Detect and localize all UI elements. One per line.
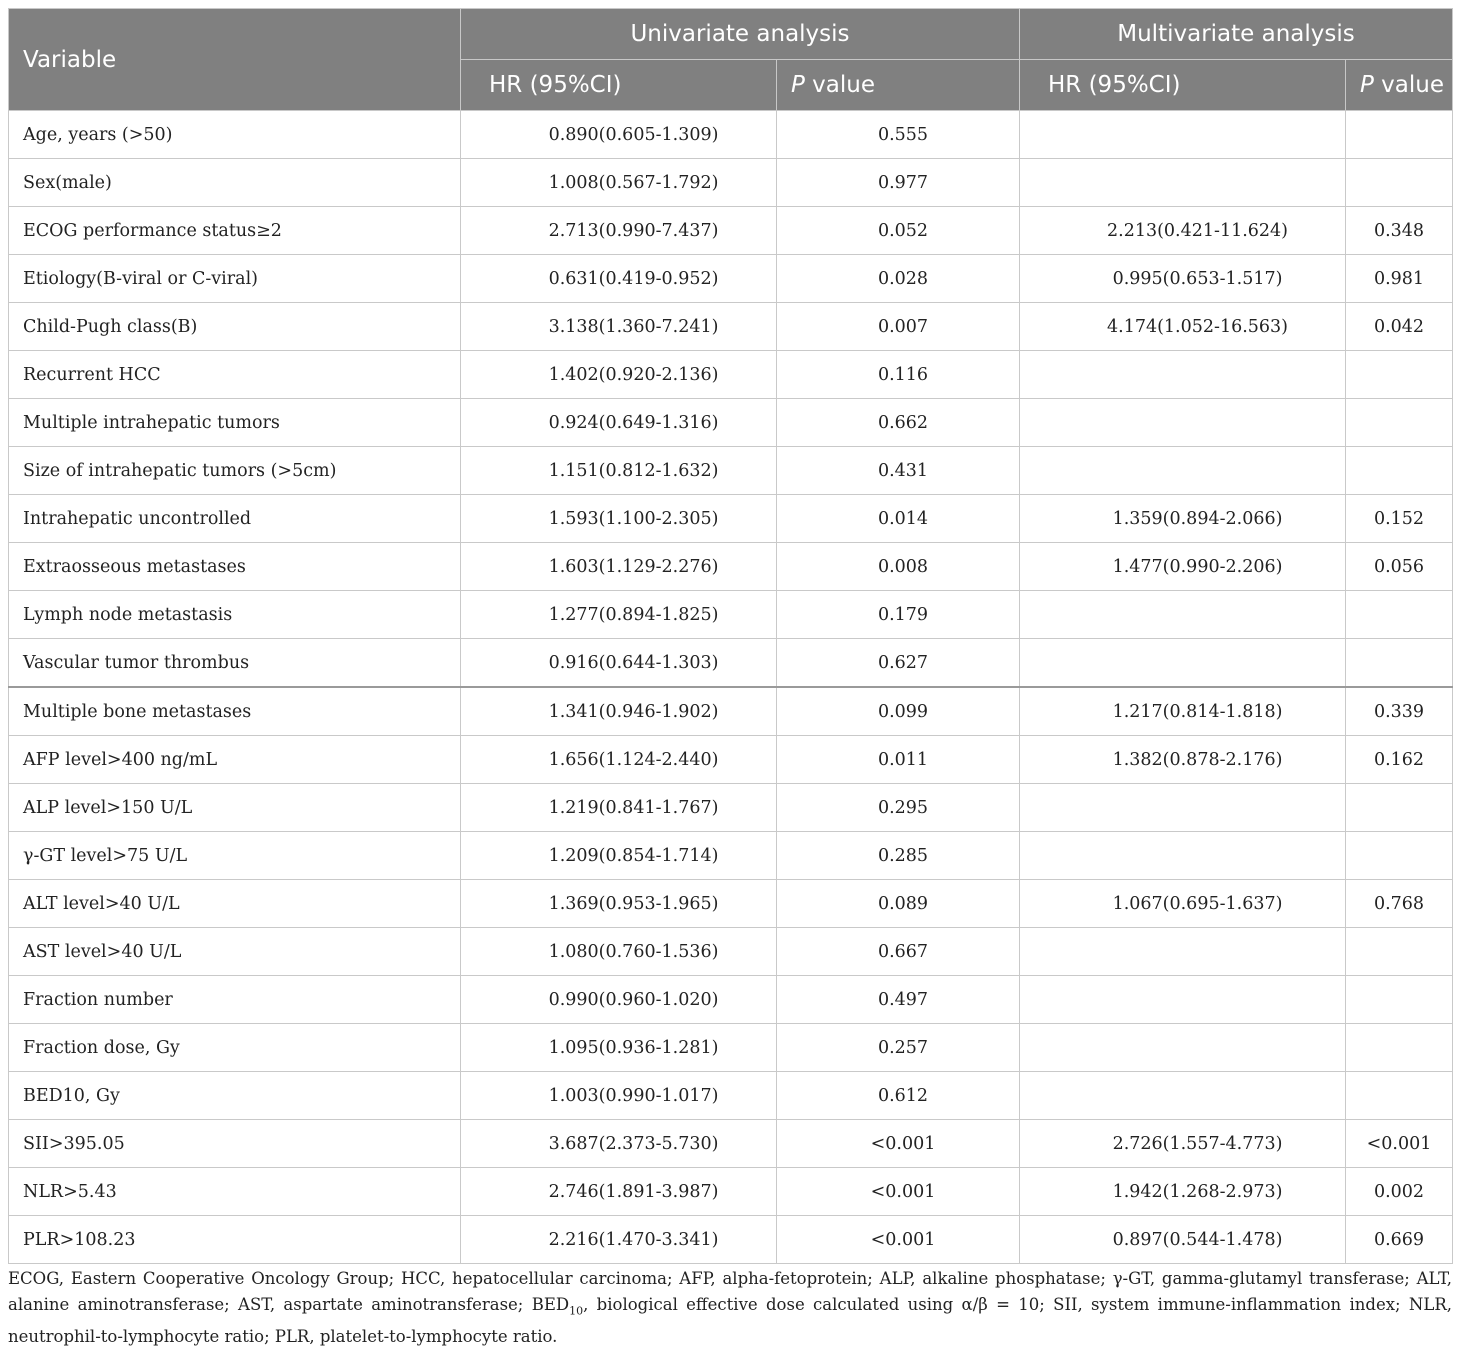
cell-variable: ALT level>40 U/L	[9, 880, 461, 928]
cell-multi-hr: 1.382(0.878-2.176)	[1020, 736, 1346, 784]
cell-multi-hr	[1020, 784, 1346, 832]
cell-multi-hr	[1020, 591, 1346, 639]
cell-uni-p: 0.116	[777, 351, 1020, 399]
cell-uni-p: 0.977	[777, 159, 1020, 207]
footnote-part2: , biological effective dose calculated using α/β = 10; SII, system immune-inflammation index; NLR, neutrophil-to-lymphocyte ratio; PLR, platelet-to-lymphocyte ratio.	[8, 1295, 1452, 1347]
cell-multi-p: 0.768	[1346, 880, 1453, 928]
table-row	[9, 687, 1453, 736]
cell-uni-p: 0.285	[777, 832, 1020, 880]
table-row	[9, 303, 1453, 351]
cell-multi-hr: 0.897(0.544-1.478)	[1020, 1216, 1346, 1264]
cell-variable: Vascular tumor thrombus	[9, 639, 461, 688]
cell-uni-hr: 1.341(0.946-1.902)	[461, 687, 777, 736]
cell-variable: Size of intrahepatic tumors (>5cm)	[9, 447, 461, 495]
p-italic: P	[1360, 72, 1374, 98]
table-row	[9, 399, 1453, 447]
cell-variable: Age, years (>50)	[9, 111, 461, 159]
cell-multi-hr	[1020, 832, 1346, 880]
cell-uni-p: 0.007	[777, 303, 1020, 351]
cell-uni-hr: 1.277(0.894-1.825)	[461, 591, 777, 639]
table-row	[9, 543, 1453, 591]
cell-uni-p: 0.011	[777, 736, 1020, 784]
table-row	[9, 255, 1453, 303]
cell-uni-p: <0.001	[777, 1216, 1020, 1264]
cell-variable: Recurrent HCC	[9, 351, 461, 399]
cell-multi-p: 0.981	[1346, 255, 1453, 303]
cell-multi-p: 0.152	[1346, 495, 1453, 543]
cell-variable: Lymph node metastasis	[9, 591, 461, 639]
cell-uni-p: 0.667	[777, 928, 1020, 976]
cell-uni-p: 0.052	[777, 207, 1020, 255]
cell-uni-hr: 1.402(0.920-2.136)	[461, 351, 777, 399]
cell-variable: PLR>108.23	[9, 1216, 461, 1264]
cell-uni-hr: 1.219(0.841-1.767)	[461, 784, 777, 832]
table-row	[9, 495, 1453, 543]
header-uni-hr: HR (95%CI)	[461, 60, 777, 111]
cell-uni-p: 0.627	[777, 639, 1020, 688]
table-row	[9, 928, 1453, 976]
cell-multi-hr: 1.067(0.695-1.637)	[1020, 880, 1346, 928]
cell-uni-hr: 1.603(1.129-2.276)	[461, 543, 777, 591]
cell-uni-p: 0.555	[777, 111, 1020, 159]
cell-variable: Fraction dose, Gy	[9, 1024, 461, 1072]
cell-uni-hr: 1.080(0.760-1.536)	[461, 928, 777, 976]
table-row	[9, 1024, 1453, 1072]
cell-multi-p	[1346, 976, 1453, 1024]
cell-multi-hr	[1020, 111, 1346, 159]
cell-uni-hr: 2.713(0.990-7.437)	[461, 207, 777, 255]
cell-multi-p	[1346, 351, 1453, 399]
cell-multi-p	[1346, 784, 1453, 832]
cell-multi-p: 0.056	[1346, 543, 1453, 591]
cell-multi-hr: 1.942(1.268-2.973)	[1020, 1168, 1346, 1216]
cell-variable: AFP level>400 ng/mL	[9, 736, 461, 784]
cell-uni-hr: 0.631(0.419-0.952)	[461, 255, 777, 303]
header-multi-p	[1346, 60, 1453, 111]
cell-uni-p: 0.295	[777, 784, 1020, 832]
table-container	[8, 8, 1452, 1350]
footnote-subscript: 10	[569, 1304, 584, 1318]
footnote-part1: ECOG, Eastern Cooperative Oncology Group; HCC, hepatocellular carcinoma; AFP, alpha-fetoprotein; ALP, alkaline phosphatase; γ-GT, gamma-glutamyl transferase; ALT, alanine aminotransferase; AST, aspartate aminotransferase; BED	[8, 1269, 1452, 1314]
cell-variable: γ-GT level>75 U/L	[9, 832, 461, 880]
cell-uni-p: <0.001	[777, 1168, 1020, 1216]
cell-uni-hr: 0.924(0.649-1.316)	[461, 399, 777, 447]
cell-multi-p: 0.042	[1346, 303, 1453, 351]
header-uni-p	[777, 60, 1020, 111]
cell-variable: Etiology(B-viral or C-viral)	[9, 255, 461, 303]
cell-variable: Extraosseous metastases	[9, 543, 461, 591]
cell-multi-hr	[1020, 159, 1346, 207]
cell-uni-p: 0.497	[777, 976, 1020, 1024]
cell-multi-hr: 1.477(0.990-2.206)	[1020, 543, 1346, 591]
cell-uni-hr: 0.890(0.605-1.309)	[461, 111, 777, 159]
p-rest: value	[1373, 72, 1445, 98]
cell-multi-hr	[1020, 351, 1346, 399]
cell-multi-p	[1346, 399, 1453, 447]
table-row	[9, 1216, 1453, 1264]
table-row	[9, 784, 1453, 832]
cell-uni-hr: 1.656(1.124-2.440)	[461, 736, 777, 784]
header-variable: Variable	[9, 9, 461, 111]
table-row	[9, 351, 1453, 399]
cell-variable: Multiple bone metastases	[9, 687, 461, 736]
cell-multi-hr	[1020, 976, 1346, 1024]
cell-variable: AST level>40 U/L	[9, 928, 461, 976]
cell-uni-p: 0.014	[777, 495, 1020, 543]
header-multivariate: Multivariate analysis	[1020, 9, 1453, 60]
cell-multi-p: 0.162	[1346, 736, 1453, 784]
cell-multi-p	[1346, 447, 1453, 495]
table-row	[9, 880, 1453, 928]
cell-multi-hr: 1.359(0.894-2.066)	[1020, 495, 1346, 543]
cell-multi-p: 0.348	[1346, 207, 1453, 255]
table-row	[9, 111, 1453, 159]
cell-multi-hr	[1020, 447, 1346, 495]
cell-multi-p	[1346, 832, 1453, 880]
cell-multi-p	[1346, 591, 1453, 639]
cell-variable: Child-Pugh class(B)	[9, 303, 461, 351]
table-row	[9, 832, 1453, 880]
cell-multi-p	[1346, 1024, 1453, 1072]
cox-regression-table	[8, 8, 1453, 1264]
cell-multi-hr: 4.174(1.052-16.563)	[1020, 303, 1346, 351]
cell-multi-hr: 0.995(0.653-1.517)	[1020, 255, 1346, 303]
cell-uni-p: 0.179	[777, 591, 1020, 639]
cell-variable: Sex(male)	[9, 159, 461, 207]
cell-uni-hr: 3.138(1.360-7.241)	[461, 303, 777, 351]
table-row	[9, 639, 1453, 688]
cell-multi-p: 0.002	[1346, 1168, 1453, 1216]
cell-variable: Intrahepatic uncontrolled	[9, 495, 461, 543]
cell-uni-hr: 1.593(1.100-2.305)	[461, 495, 777, 543]
table-row	[9, 736, 1453, 784]
cell-multi-hr: 2.213(0.421-11.624)	[1020, 207, 1346, 255]
cell-multi-hr	[1020, 1024, 1346, 1072]
cell-uni-hr: 1.369(0.953-1.965)	[461, 880, 777, 928]
cell-uni-hr: 1.003(0.990-1.017)	[461, 1072, 777, 1120]
table-row	[9, 976, 1453, 1024]
cell-uni-p: 0.662	[777, 399, 1020, 447]
cell-multi-p	[1346, 928, 1453, 976]
p-italic: P	[791, 72, 805, 98]
cell-uni-hr: 0.916(0.644-1.303)	[461, 639, 777, 688]
table-row	[9, 159, 1453, 207]
cell-uni-hr: 1.209(0.854-1.714)	[461, 832, 777, 880]
cell-variable: ALP level>150 U/L	[9, 784, 461, 832]
cell-uni-hr: 1.151(0.812-1.632)	[461, 447, 777, 495]
cell-uni-hr: 0.990(0.960-1.020)	[461, 976, 777, 1024]
cell-multi-p: 0.669	[1346, 1216, 1453, 1264]
cell-uni-p: 0.008	[777, 543, 1020, 591]
header-multi-hr: HR (95%CI)	[1020, 60, 1346, 111]
cell-uni-hr: 2.746(1.891-3.987)	[461, 1168, 777, 1216]
cell-multi-p	[1346, 159, 1453, 207]
table-row	[9, 591, 1453, 639]
cell-multi-p: 0.339	[1346, 687, 1453, 736]
cell-multi-p	[1346, 639, 1453, 688]
cell-multi-p: <0.001	[1346, 1120, 1453, 1168]
cell-variable: BED10, Gy	[9, 1072, 461, 1120]
cell-multi-p	[1346, 1072, 1453, 1120]
cell-uni-p: 0.099	[777, 687, 1020, 736]
cell-uni-hr: 3.687(2.373-5.730)	[461, 1120, 777, 1168]
cell-uni-p: <0.001	[777, 1120, 1020, 1168]
table-body	[9, 111, 1453, 1264]
cell-multi-hr	[1020, 399, 1346, 447]
cell-uni-p: 0.257	[777, 1024, 1020, 1072]
header-row-1	[9, 9, 1453, 60]
cell-variable: NLR>5.43	[9, 1168, 461, 1216]
cell-multi-p	[1346, 111, 1453, 159]
table-row	[9, 207, 1453, 255]
cell-uni-p: 0.028	[777, 255, 1020, 303]
cell-variable: Fraction number	[9, 976, 461, 1024]
cell-multi-hr	[1020, 928, 1346, 976]
cell-uni-hr: 1.008(0.567-1.792)	[461, 159, 777, 207]
table-row	[9, 1072, 1453, 1120]
table-row	[9, 1168, 1453, 1216]
cell-multi-hr: 2.726(1.557-4.773)	[1020, 1120, 1346, 1168]
table-row	[9, 1120, 1453, 1168]
cell-multi-hr	[1020, 639, 1346, 688]
cell-uni-hr: 1.095(0.936-1.281)	[461, 1024, 777, 1072]
cell-uni-p: 0.431	[777, 447, 1020, 495]
cell-multi-hr	[1020, 1072, 1346, 1120]
cell-variable: ECOG performance status≥2	[9, 207, 461, 255]
cell-variable: SII>395.05	[9, 1120, 461, 1168]
cell-uni-hr: 2.216(1.470-3.341)	[461, 1216, 777, 1264]
header-univariate: Univariate analysis	[461, 9, 1020, 60]
table-row	[9, 447, 1453, 495]
cell-uni-p: 0.089	[777, 880, 1020, 928]
cell-uni-p: 0.612	[777, 1072, 1020, 1120]
cell-variable: Multiple intrahepatic tumors	[9, 399, 461, 447]
p-rest: value	[804, 72, 876, 98]
footnote	[8, 1266, 1452, 1350]
cell-multi-hr: 1.217(0.814-1.818)	[1020, 687, 1346, 736]
